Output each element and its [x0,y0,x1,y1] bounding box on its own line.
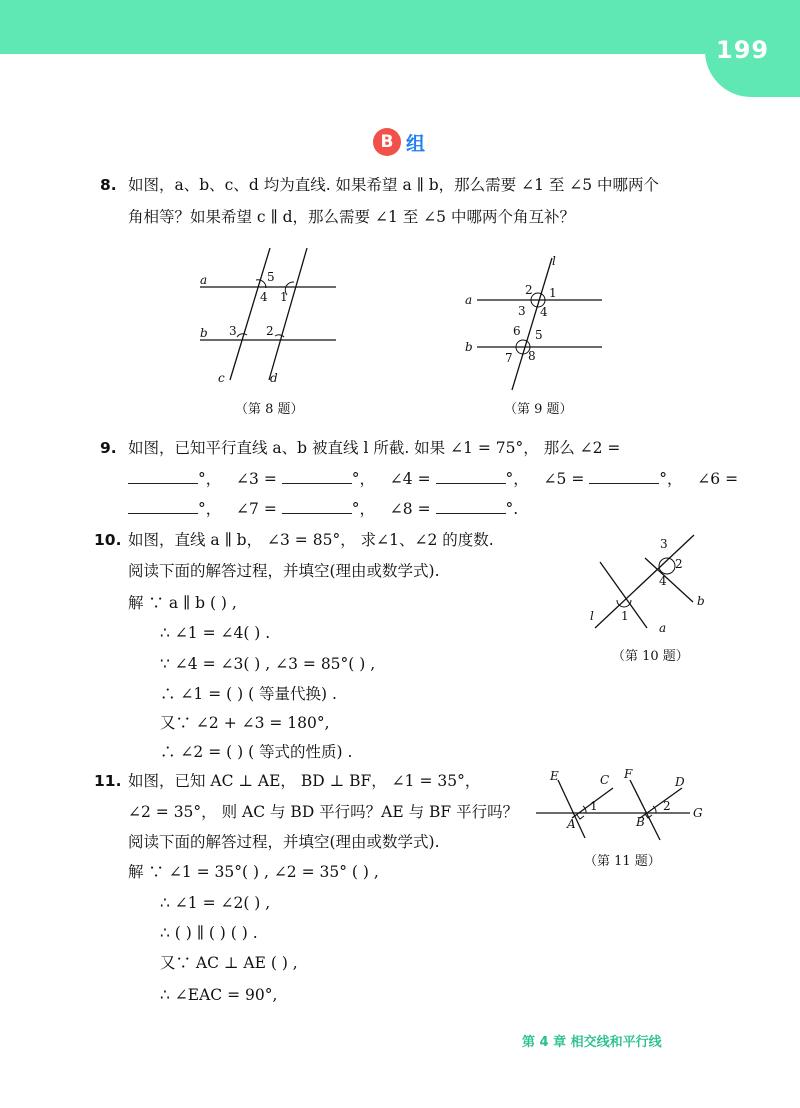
q11-step4: 又∵ AC ⊥ AE ( ) , [160,954,298,972]
q9-blank-4[interactable] [436,469,506,484]
fig9-angle-4: 4 [540,305,548,319]
figure-10 [580,530,710,640]
q10-step3: ∵ ∠4 = ∠3( ) , ∠3 = 85°( ) , [160,655,376,673]
fig9-angle-3: 3 [518,304,526,318]
header-band [0,0,800,54]
fig9-angle-7: 7 [505,351,513,365]
fig9-label-b: b [465,340,473,354]
fig9-angle-6: 6 [513,324,521,338]
q10-step4: ∴ ∠1 = ( ) ( 等量代换) . [160,685,337,703]
q10-step2: ∴ ∠1 = ∠4( ) . [160,624,271,642]
figure-8 [190,240,350,390]
fig10-angle-4: 4 [659,574,667,588]
q9-line1: 如图，已知平行直线 a、b 被直线 l 所截. 如果 ∠1 = 75°， 那么 ∠2 = [128,439,621,457]
fig9-caption: （第 9 题） [504,402,573,417]
fig10-angle-1: 1 [621,609,629,623]
fig10-angle-2: 2 [675,557,683,571]
q11-step3: ∴ ( ) ∥ ( ) ( ) . [160,924,258,942]
fig8-angle-1: 1 [280,290,288,304]
fig8-label-b: b [200,326,208,340]
fig11-angle-1: 1 [590,799,598,813]
q9-blank-8[interactable] [436,499,506,514]
q11-line3: 阅读下面的解答过程，并填空(理由或数学式). [128,833,440,851]
q10-line2: 阅读下面的解答过程，并填空(理由或数学式). [128,562,440,580]
q9-blank-3[interactable] [282,469,352,484]
fig9-angle-1: 1 [549,286,557,300]
q10-step5: 又∵ ∠2 + ∠3 = 180°, [160,714,330,732]
fig9-angle-2: 2 [525,283,533,297]
fig11-angle-2: 2 [663,799,671,813]
fig10-angle-3: 3 [660,537,668,551]
fig10-label-a: a [659,621,667,635]
group-label: 组 [406,133,426,155]
fig8-angle-4: 4 [260,290,268,304]
chapter-footer: 第 4 章 相交线和平行线 [522,1035,662,1050]
fig11-caption: （第 11 题） [584,854,661,869]
fig11-label-E: E [550,769,559,783]
fig9-angle-5: 5 [535,328,543,342]
q8-number: 8. [100,176,117,194]
q11-number: 11. [94,772,122,790]
fig9-angle-8: 8 [528,349,536,363]
q9-number: 9. [100,439,117,457]
fig11-label-C: C [600,773,610,787]
fig9-label-a: a [465,293,473,307]
q9-blank-6[interactable] [128,499,198,514]
q9-blank-7[interactable] [282,499,352,514]
fig11-label-D: D [675,775,685,789]
q10-step1: 解 ∵ a ∥ b ( ) , [128,594,237,612]
q8-line2: 角相等？如果希望 c ∥ d，那么需要 ∠1 至 ∠5 中哪两个角互补？ [128,208,575,226]
fig10-caption: （第 10 题） [612,649,689,664]
fig8-label-d: d [270,371,278,385]
fig8-angle-5: 5 [267,270,275,284]
q11-line1: 如图，已知 AC ⊥ AE， BD ⊥ BF， ∠1 = 35°， [128,772,481,790]
fig9-label-l: l [552,254,556,268]
fig10-label-l: l [590,609,594,623]
page-number: 199 [716,36,770,64]
fig11-label-G: G [693,806,703,820]
q11-step5: ∴ ∠EAC = 90°, [160,986,278,1004]
q10-number: 10. [94,531,122,549]
figure-9 [460,250,610,395]
figure-11 [530,768,710,848]
group-badge: B [373,128,401,156]
fig8-label-c: c [218,371,225,385]
fig10-label-b: b [697,594,705,608]
q9-line2: °， ∠3 = °， ∠4 = °， ∠5 = °， ∠6 = [128,469,738,489]
q11-step1: 解 ∵ ∠1 = 35°( ) , ∠2 = 35° ( ) , [128,863,379,881]
fig11-label-A: A [567,817,576,831]
fig8-caption: （第 8 题） [235,402,304,417]
fig8-angle-2: 2 [266,324,274,338]
q10-line1: 如图，直线 a ∥ b， ∠3 = 85°， 求∠1、∠2 的度数. [128,531,494,549]
fig8-angle-3: 3 [229,324,237,338]
q11-line2: ∠2 = 35°， 则 AC 与 BD 平行吗？AE 与 BF 平行吗？ [128,803,519,821]
q8-line1: 如图，a、b、c、d 均为直线. 如果希望 a ∥ b，那么需要 ∠1 至 ∠5 中哪两个 [128,176,660,194]
fig8-label-a: a [200,273,208,287]
q9-blank-5[interactable] [589,469,659,484]
q11-step2: ∴ ∠1 = ∠2( ) , [160,894,271,912]
fig11-label-F: F [624,767,633,781]
fig11-label-B: B [636,815,645,829]
q9-line3: °， ∠7 = °， ∠8 = °. [128,499,518,519]
q9-blank-2[interactable] [128,469,198,484]
q10-step6: ∴ ∠2 = ( ) ( 等式的性质) . [160,743,353,761]
